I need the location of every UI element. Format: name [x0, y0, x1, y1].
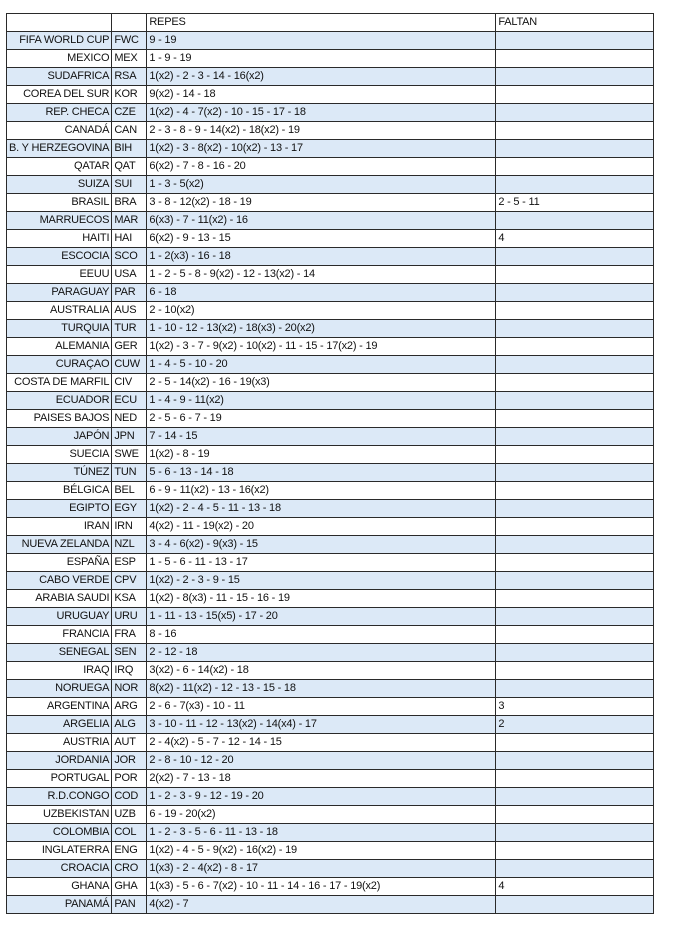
team-code-cell[interactable]: FRA — [112, 626, 147, 644]
repes-cell[interactable]: 9 - 19 — [147, 32, 496, 50]
table-body — [7, 14, 654, 914]
team-code-cell[interactable]: SCO — [112, 248, 147, 266]
team-code-cell[interactable]: BRA — [112, 194, 147, 212]
repes-cell[interactable]: 6 - 18 — [147, 284, 496, 302]
team-name-cell[interactable]: ARGENTINA — [7, 698, 112, 716]
team-name-cell[interactable]: TURQUIA — [7, 320, 112, 338]
team-code-cell[interactable]: CIV — [112, 374, 147, 392]
team-name-cell[interactable]: MEXICO — [7, 50, 112, 68]
repes-cell[interactable]: 2 - 8 - 10 - 12 - 20 — [147, 752, 496, 770]
stickers-table — [6, 13, 654, 914]
table-row — [7, 104, 654, 122]
faltan-cell[interactable] — [496, 752, 654, 770]
repes-cell[interactable]: 1 - 11 - 13 - 15(x5) - 17 - 20 — [147, 608, 496, 626]
table-row — [7, 230, 654, 248]
table-row — [7, 356, 654, 374]
repes-cell[interactable]: 1(x2) - 2 - 3 - 14 - 16(x2) — [147, 68, 496, 86]
table-row — [7, 158, 654, 176]
team-code-cell[interactable]: QAT — [112, 158, 147, 176]
repes-cell[interactable]: 6(x2) - 9 - 13 - 15 — [147, 230, 496, 248]
team-code-cell[interactable]: BIH — [112, 140, 147, 158]
team-name-cell[interactable]: AUSTRALIA — [7, 302, 112, 320]
faltan-cell[interactable] — [496, 266, 654, 284]
team-code-cell[interactable]: RSA — [112, 68, 147, 86]
team-name-cell[interactable]: PORTUGAL — [7, 770, 112, 788]
team-name-cell[interactable]: QATAR — [7, 158, 112, 176]
team-name-cell[interactable]: ARGELIA — [7, 716, 112, 734]
table-row — [7, 770, 654, 788]
repes-cell[interactable]: 1 - 4 - 5 - 10 - 20 — [147, 356, 496, 374]
faltan-cell[interactable] — [496, 734, 654, 752]
team-name-cell[interactable]: CANADÁ — [7, 122, 112, 140]
team-code-cell[interactable]: URU — [112, 608, 147, 626]
faltan-cell[interactable] — [496, 896, 654, 914]
team-name-cell[interactable]: BRASIL — [7, 194, 112, 212]
repes-cell[interactable]: 1 - 9 - 19 — [147, 50, 496, 68]
repes-cell[interactable]: 1(x2) - 4 - 5 - 9(x2) - 16(x2) - 19 — [147, 842, 496, 860]
team-name-cell[interactable]: IRAQ — [7, 662, 112, 680]
team-code-cell[interactable]: CRO — [112, 860, 147, 878]
repes-cell[interactable]: 2 - 6 - 7(x3) - 10 - 11 — [147, 698, 496, 716]
repes-cell[interactable]: 8 - 16 — [147, 626, 496, 644]
faltan-cell[interactable] — [496, 554, 654, 572]
repes-cell[interactable]: 1 - 2 - 5 - 8 - 9(x2) - 12 - 13(x2) - 14 — [147, 266, 496, 284]
header-code-cell[interactable] — [112, 14, 147, 32]
faltan-cell[interactable] — [496, 68, 654, 86]
repes-cell[interactable]: 2(x2) - 7 - 13 - 18 — [147, 770, 496, 788]
team-code-cell[interactable]: AUS — [112, 302, 147, 320]
faltan-cell[interactable] — [496, 446, 654, 464]
faltan-cell[interactable]: 4 — [496, 230, 654, 248]
faltan-cell[interactable] — [496, 626, 654, 644]
team-name-cell[interactable]: PARAGUAY — [7, 284, 112, 302]
table-row — [7, 32, 654, 50]
team-code-cell[interactable]: GER — [112, 338, 147, 356]
team-code-cell[interactable]: ALG — [112, 716, 147, 734]
repes-cell[interactable]: 6(x3) - 7 - 11(x2) - 16 — [147, 212, 496, 230]
faltan-cell[interactable] — [496, 212, 654, 230]
repes-cell[interactable]: 3 - 4 - 6(x2) - 9(x3) - 15 — [147, 536, 496, 554]
team-name-cell[interactable]: ESCOCIA — [7, 248, 112, 266]
team-code-cell[interactable]: CAN — [112, 122, 147, 140]
team-name-cell[interactable]: UZBEKISTAN — [7, 806, 112, 824]
faltan-cell[interactable] — [496, 104, 654, 122]
repes-cell[interactable]: 2 - 10(x2) — [147, 302, 496, 320]
faltan-cell[interactable] — [496, 824, 654, 842]
team-code-cell[interactable]: AUT — [112, 734, 147, 752]
team-code-cell[interactable]: ECU — [112, 392, 147, 410]
table-row — [7, 788, 654, 806]
table-row — [7, 698, 654, 716]
team-code-cell[interactable]: FWC — [112, 32, 147, 50]
team-code-cell[interactable]: HAI — [112, 230, 147, 248]
team-code-cell[interactable]: ESP — [112, 554, 147, 572]
table-row — [7, 842, 654, 860]
team-name-cell[interactable]: AUSTRIA — [7, 734, 112, 752]
team-code-cell[interactable]: JPN — [112, 428, 147, 446]
repes-cell[interactable]: 7 - 14 - 15 — [147, 428, 496, 446]
table-row — [7, 752, 654, 770]
team-code-cell[interactable]: NZL — [112, 536, 147, 554]
faltan-cell[interactable] — [496, 32, 654, 50]
team-code-cell[interactable]: SUI — [112, 176, 147, 194]
faltan-cell[interactable]: 2 — [496, 716, 654, 734]
table-row — [7, 410, 654, 428]
team-code-cell[interactable]: TUR — [112, 320, 147, 338]
team-code-cell[interactable]: MEX — [112, 50, 147, 68]
table-row — [7, 302, 654, 320]
faltan-cell[interactable] — [496, 374, 654, 392]
team-name-cell[interactable]: COREA DEL SUR — [7, 86, 112, 104]
table-row — [7, 194, 654, 212]
repes-cell[interactable]: 2 - 12 - 18 — [147, 644, 496, 662]
table-row — [7, 734, 654, 752]
team-code-cell[interactable]: MAR — [112, 212, 147, 230]
faltan-cell[interactable] — [496, 392, 654, 410]
faltan-cell[interactable]: 3 — [496, 698, 654, 716]
table-row — [7, 608, 654, 626]
team-name-cell[interactable]: ESPAÑA — [7, 554, 112, 572]
faltan-cell[interactable] — [496, 302, 654, 320]
table-row — [7, 176, 654, 194]
repes-cell[interactable]: 1 - 5 - 6 - 11 - 13 - 17 — [147, 554, 496, 572]
repes-cell[interactable]: 2 - 3 - 8 - 9 - 14(x2) - 18(x2) - 19 — [147, 122, 496, 140]
team-name-cell[interactable]: R.D.CONGO — [7, 788, 112, 806]
table-row — [7, 320, 654, 338]
team-name-cell[interactable]: ALEMANIA — [7, 338, 112, 356]
faltan-cell[interactable] — [496, 788, 654, 806]
repes-cell[interactable]: 3(x2) - 6 - 14(x2) - 18 — [147, 662, 496, 680]
team-name-cell[interactable]: JORDANIA — [7, 752, 112, 770]
header-faltan[interactable]: FALTAN — [496, 14, 654, 32]
team-name-cell[interactable]: MARRUECOS — [7, 212, 112, 230]
repes-cell[interactable]: 9(x2) - 14 - 18 — [147, 86, 496, 104]
team-name-cell[interactable]: CURAÇAO — [7, 356, 112, 374]
team-name-cell[interactable]: SENEGAL — [7, 644, 112, 662]
repes-cell[interactable]: 5 - 6 - 13 - 14 - 18 — [147, 464, 496, 482]
team-name-cell[interactable]: EEUU — [7, 266, 112, 284]
repes-cell[interactable]: 4(x2) - 11 - 19(x2) - 20 — [147, 518, 496, 536]
table-row — [7, 896, 654, 914]
team-code-cell[interactable]: NED — [112, 410, 147, 428]
team-code-cell[interactable]: UZB — [112, 806, 147, 824]
team-name-cell[interactable]: GHANA — [7, 878, 112, 896]
team-code-cell[interactable]: COD — [112, 788, 147, 806]
repes-cell[interactable]: 2 - 5 - 14(x2) - 16 - 19(x3) — [147, 374, 496, 392]
repes-cell[interactable]: 1(x2) - 8 - 19 — [147, 446, 496, 464]
team-name-cell[interactable]: PANAMÁ — [7, 896, 112, 914]
team-code-cell[interactable]: BEL — [112, 482, 147, 500]
table-row — [7, 518, 654, 536]
table-row — [7, 860, 654, 878]
team-code-cell[interactable]: IRQ — [112, 662, 147, 680]
repes-cell[interactable]: 6(x2) - 7 - 8 - 16 - 20 — [147, 158, 496, 176]
repes-cell[interactable]: 3 - 8 - 12(x2) - 18 - 19 — [147, 194, 496, 212]
team-name-cell[interactable]: FIFA WORLD CUP — [7, 32, 112, 50]
team-code-cell[interactable]: ARG — [112, 698, 147, 716]
team-name-cell[interactable]: NORUEGA — [7, 680, 112, 698]
table-row — [7, 392, 654, 410]
table-row — [7, 644, 654, 662]
team-name-cell[interactable]: CROACIA — [7, 860, 112, 878]
repes-cell[interactable]: 1(x2) - 8(x3) - 11 - 15 - 16 - 19 — [147, 590, 496, 608]
repes-cell[interactable]: 1(x2) - 3 - 8(x2) - 10(x2) - 13 - 17 — [147, 140, 496, 158]
faltan-cell[interactable] — [496, 644, 654, 662]
header-team-cell[interactable] — [7, 14, 112, 32]
faltan-cell[interactable] — [496, 536, 654, 554]
faltan-cell[interactable]: 4 — [496, 878, 654, 896]
faltan-cell[interactable] — [496, 428, 654, 446]
faltan-cell[interactable] — [496, 608, 654, 626]
team-code-cell[interactable]: SEN — [112, 644, 147, 662]
team-name-cell[interactable]: ECUADOR — [7, 392, 112, 410]
repes-cell[interactable]: 1(x2) - 2 - 3 - 9 - 15 — [147, 572, 496, 590]
table-row — [7, 500, 654, 518]
table-row — [7, 50, 654, 68]
table-row — [7, 212, 654, 230]
team-code-cell[interactable]: TUN — [112, 464, 147, 482]
faltan-cell[interactable] — [496, 338, 654, 356]
faltan-cell[interactable] — [496, 356, 654, 374]
table-row — [7, 824, 654, 842]
team-name-cell[interactable]: REP. CHECA — [7, 104, 112, 122]
faltan-cell[interactable] — [496, 248, 654, 266]
repes-cell[interactable]: 1 - 4 - 9 - 11(x2) — [147, 392, 496, 410]
repes-cell[interactable]: 1(x3) - 2 - 4(x2) - 8 - 17 — [147, 860, 496, 878]
faltan-cell[interactable] — [496, 770, 654, 788]
repes-cell[interactable]: 1(x3) - 5 - 6 - 7(x2) - 10 - 11 - 14 - 16 - 17 - 19(x2) — [147, 878, 496, 896]
header-row — [7, 14, 654, 32]
team-code-cell[interactable]: POR — [112, 770, 147, 788]
table-row — [7, 464, 654, 482]
team-name-cell[interactable]: SUDAFRICA — [7, 68, 112, 86]
repes-cell[interactable]: 1 - 2 - 3 - 5 - 6 - 11 - 13 - 18 — [147, 824, 496, 842]
table-row — [7, 140, 654, 158]
team-code-cell[interactable]: JOR — [112, 752, 147, 770]
table-row — [7, 662, 654, 680]
team-code-cell[interactable]: PAN — [112, 896, 147, 914]
repes-cell[interactable]: 1(x2) - 2 - 4 - 5 - 11 - 13 - 18 — [147, 500, 496, 518]
table-row — [7, 374, 654, 392]
team-code-cell[interactable]: EGY — [112, 500, 147, 518]
repes-cell[interactable]: 1 - 2(x3) - 16 - 18 — [147, 248, 496, 266]
faltan-cell[interactable] — [496, 680, 654, 698]
table-row — [7, 554, 654, 572]
faltan-cell[interactable] — [496, 662, 654, 680]
table-row — [7, 590, 654, 608]
repes-cell[interactable]: 1 - 3 - 5(x2) — [147, 176, 496, 194]
faltan-cell[interactable] — [496, 122, 654, 140]
faltan-cell[interactable] — [496, 518, 654, 536]
team-name-cell[interactable]: NUEVA ZELANDA — [7, 536, 112, 554]
table-row — [7, 482, 654, 500]
faltan-cell[interactable] — [496, 284, 654, 302]
repes-cell[interactable]: 1 - 10 - 12 - 13(x2) - 18(x3) - 20(x2) — [147, 320, 496, 338]
team-code-cell[interactable]: ENG — [112, 842, 147, 860]
team-name-cell[interactable]: ARABIA SAUDI — [7, 590, 112, 608]
faltan-cell[interactable] — [496, 464, 654, 482]
team-code-cell[interactable]: GHA — [112, 878, 147, 896]
team-name-cell[interactable]: COSTA DE MARFIL — [7, 374, 112, 392]
faltan-cell[interactable] — [496, 86, 654, 104]
table-row — [7, 878, 654, 896]
team-name-cell[interactable]: B. Y HERZEGOVINA — [7, 140, 112, 158]
faltan-cell[interactable] — [496, 176, 654, 194]
team-code-cell[interactable]: KSA — [112, 590, 147, 608]
repes-cell[interactable]: 3 - 10 - 11 - 12 - 13(x2) - 14(x4) - 17 — [147, 716, 496, 734]
table-row — [7, 428, 654, 446]
repes-cell[interactable]: 2 - 5 - 6 - 7 - 19 — [147, 410, 496, 428]
table-row — [7, 536, 654, 554]
team-name-cell[interactable]: EGIPTO — [7, 500, 112, 518]
table-row — [7, 572, 654, 590]
repes-cell[interactable]: 4(x2) - 7 — [147, 896, 496, 914]
table-row — [7, 122, 654, 140]
repes-cell[interactable]: 1 - 2 - 3 - 9 - 12 - 19 - 20 — [147, 788, 496, 806]
team-code-cell[interactable]: SWE — [112, 446, 147, 464]
team-name-cell[interactable]: BÉLGICA — [7, 482, 112, 500]
team-code-cell[interactable]: PAR — [112, 284, 147, 302]
faltan-cell[interactable] — [496, 572, 654, 590]
table-row — [7, 68, 654, 86]
repes-cell[interactable]: 2 - 4(x2) - 5 - 7 - 12 - 14 - 15 — [147, 734, 496, 752]
team-code-cell[interactable]: KOR — [112, 86, 147, 104]
repes-cell[interactable]: 1(x2) - 3 - 7 - 9(x2) - 10(x2) - 11 - 15 - 17(x2) - 19 — [147, 338, 496, 356]
faltan-cell[interactable] — [496, 500, 654, 518]
team-name-cell[interactable]: CABO VERDE — [7, 572, 112, 590]
team-code-cell[interactable]: IRN — [112, 518, 147, 536]
team-name-cell[interactable]: PAISES BAJOS — [7, 410, 112, 428]
faltan-cell[interactable] — [496, 482, 654, 500]
faltan-cell[interactable]: 2 - 5 - 11 — [496, 194, 654, 212]
team-name-cell[interactable]: FRANCIA — [7, 626, 112, 644]
table-row — [7, 716, 654, 734]
team-name-cell[interactable]: JAPÓN — [7, 428, 112, 446]
table-row — [7, 284, 654, 302]
repes-cell[interactable]: 8(x2) - 11(x2) - 12 - 13 - 15 - 18 — [147, 680, 496, 698]
faltan-cell[interactable] — [496, 590, 654, 608]
team-name-cell[interactable]: COLOMBIA — [7, 824, 112, 842]
table-row — [7, 338, 654, 356]
team-code-cell[interactable]: COL — [112, 824, 147, 842]
team-name-cell[interactable]: TÚNEZ — [7, 464, 112, 482]
team-name-cell[interactable]: HAITI — [7, 230, 112, 248]
table-row — [7, 86, 654, 104]
team-name-cell[interactable]: SUIZA — [7, 176, 112, 194]
team-name-cell[interactable]: INGLATERRA — [7, 842, 112, 860]
team-name-cell[interactable]: URUGUAY — [7, 608, 112, 626]
table-row — [7, 680, 654, 698]
faltan-cell[interactable] — [496, 50, 654, 68]
faltan-cell[interactable] — [496, 842, 654, 860]
team-code-cell[interactable]: NOR — [112, 680, 147, 698]
faltan-cell[interactable] — [496, 860, 654, 878]
faltan-cell[interactable] — [496, 140, 654, 158]
team-code-cell[interactable]: CUW — [112, 356, 147, 374]
table-row — [7, 446, 654, 464]
repes-cell[interactable]: 6 - 9 - 11(x2) - 13 - 16(x2) — [147, 482, 496, 500]
repes-cell[interactable]: 1(x2) - 4 - 7(x2) - 10 - 15 - 17 - 18 — [147, 104, 496, 122]
faltan-cell[interactable] — [496, 410, 654, 428]
team-code-cell[interactable]: CPV — [112, 572, 147, 590]
team-code-cell[interactable]: CZE — [112, 104, 147, 122]
team-name-cell[interactable]: SUECIA — [7, 446, 112, 464]
faltan-cell[interactable] — [496, 158, 654, 176]
table-row — [7, 266, 654, 284]
team-name-cell[interactable]: IRAN — [7, 518, 112, 536]
header-repes[interactable]: REPES — [147, 14, 496, 32]
repes-cell[interactable]: 6 - 19 - 20(x2) — [147, 806, 496, 824]
table-row — [7, 626, 654, 644]
faltan-cell[interactable] — [496, 806, 654, 824]
faltan-cell[interactable] — [496, 320, 654, 338]
team-code-cell[interactable]: USA — [112, 266, 147, 284]
table-row — [7, 248, 654, 266]
table-row — [7, 806, 654, 824]
